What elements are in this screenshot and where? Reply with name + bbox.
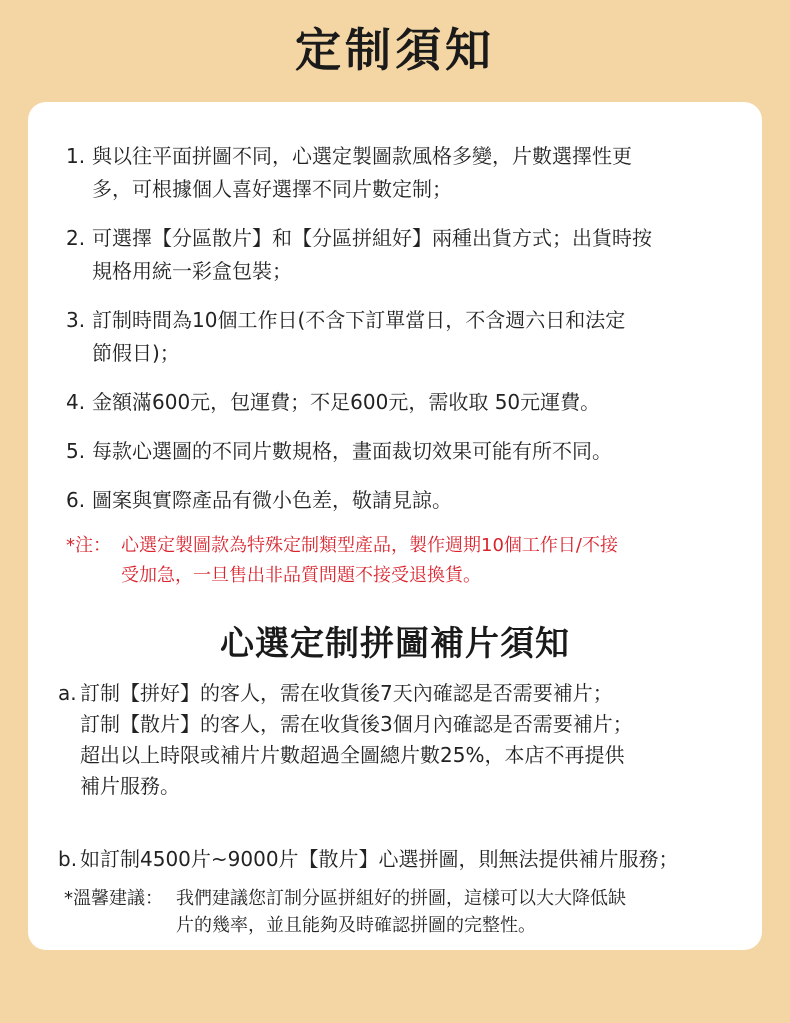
note-text: 心選定製圖款為特殊定制類型產品，製作週期10個工作日/不接: [121, 535, 618, 556]
refill-text: 如訂制4500片~9000片【散片】心選拼圖，則無法提供補片服務；: [80, 847, 679, 871]
notice-item-2: [66, 222, 746, 288]
notice-item-1: [66, 140, 746, 206]
notice-text: 規格用統一彩盒包裝；: [92, 259, 292, 283]
refill-text: 訂制【散片】的客人，需在收貨後3個月內確認是否需要補片；: [80, 712, 633, 736]
suggestion-prefix: *溫馨建議：: [64, 888, 163, 909]
notice-text: 圖案與實際產品有微小色差，敬請見諒。: [92, 488, 452, 512]
refill-item-a: [58, 678, 748, 802]
notice-card: [28, 102, 762, 950]
notice-number: 3.: [66, 308, 86, 332]
notice-text: 每款心選圖的不同片數規格，畫面裁切效果可能有所不同。: [92, 439, 612, 463]
notice-item-3: [66, 304, 746, 370]
notice-number: 2.: [66, 226, 86, 250]
note-prefix: *注：: [66, 535, 111, 556]
notice-text: 與以往平面拼圖不同，心選定製圖款風格多變，片數選擇性更: [92, 144, 632, 168]
notice-number: 5.: [66, 439, 86, 463]
notice-number: 4.: [66, 390, 86, 414]
refill-text: 訂制【拼好】的客人，需在收貨後7天內確認是否需要補片；: [80, 681, 613, 705]
notice-number: 6.: [66, 488, 86, 512]
refill-label: b.: [58, 847, 78, 871]
notice-text: 節假日)；: [92, 341, 180, 365]
notice-text: 訂制時間為10個工作日(不含下訂單當日，不含週六日和法定: [92, 308, 626, 332]
red-warning-note: [66, 531, 746, 591]
suggestion-text: 片的幾率，並且能夠及時確認拼圖的完整性。: [176, 915, 536, 936]
refill-label: a.: [58, 681, 77, 705]
notice-text: 可選擇【分區散片】和【分區拼組好】兩種出貨方式；出貨時按: [92, 226, 652, 250]
refill-section: [58, 678, 748, 939]
refill-text: 超出以上時限或補片片數超過全圖總片數25%，本店不再提供: [80, 743, 625, 767]
notice-item-6: [66, 484, 746, 517]
refill-item-b: [58, 844, 748, 875]
notice-list: [66, 140, 746, 591]
note-text: 受加急，一旦售出非品質問題不接受退換貨。: [121, 565, 481, 586]
notice-item-4: [66, 386, 746, 419]
notice-item-5: [66, 435, 746, 468]
page-title: 定制須知: [295, 23, 495, 77]
notice-number: 1.: [66, 144, 86, 168]
notice-text: 多，可根據個人喜好選擇不同片數定制；: [92, 177, 452, 201]
suggestion-text: 我們建議您訂制分區拼組好的拼圖，這樣可以大大降低缺: [176, 888, 626, 909]
suggestion-note: [58, 885, 748, 939]
notice-text: 金額滿600元，包運費；不足600元，需收取 50元運費。: [92, 390, 601, 414]
refill-section-title: 心選定制拼圖補片須知: [220, 624, 570, 664]
refill-text: 補片服務。: [80, 774, 180, 798]
